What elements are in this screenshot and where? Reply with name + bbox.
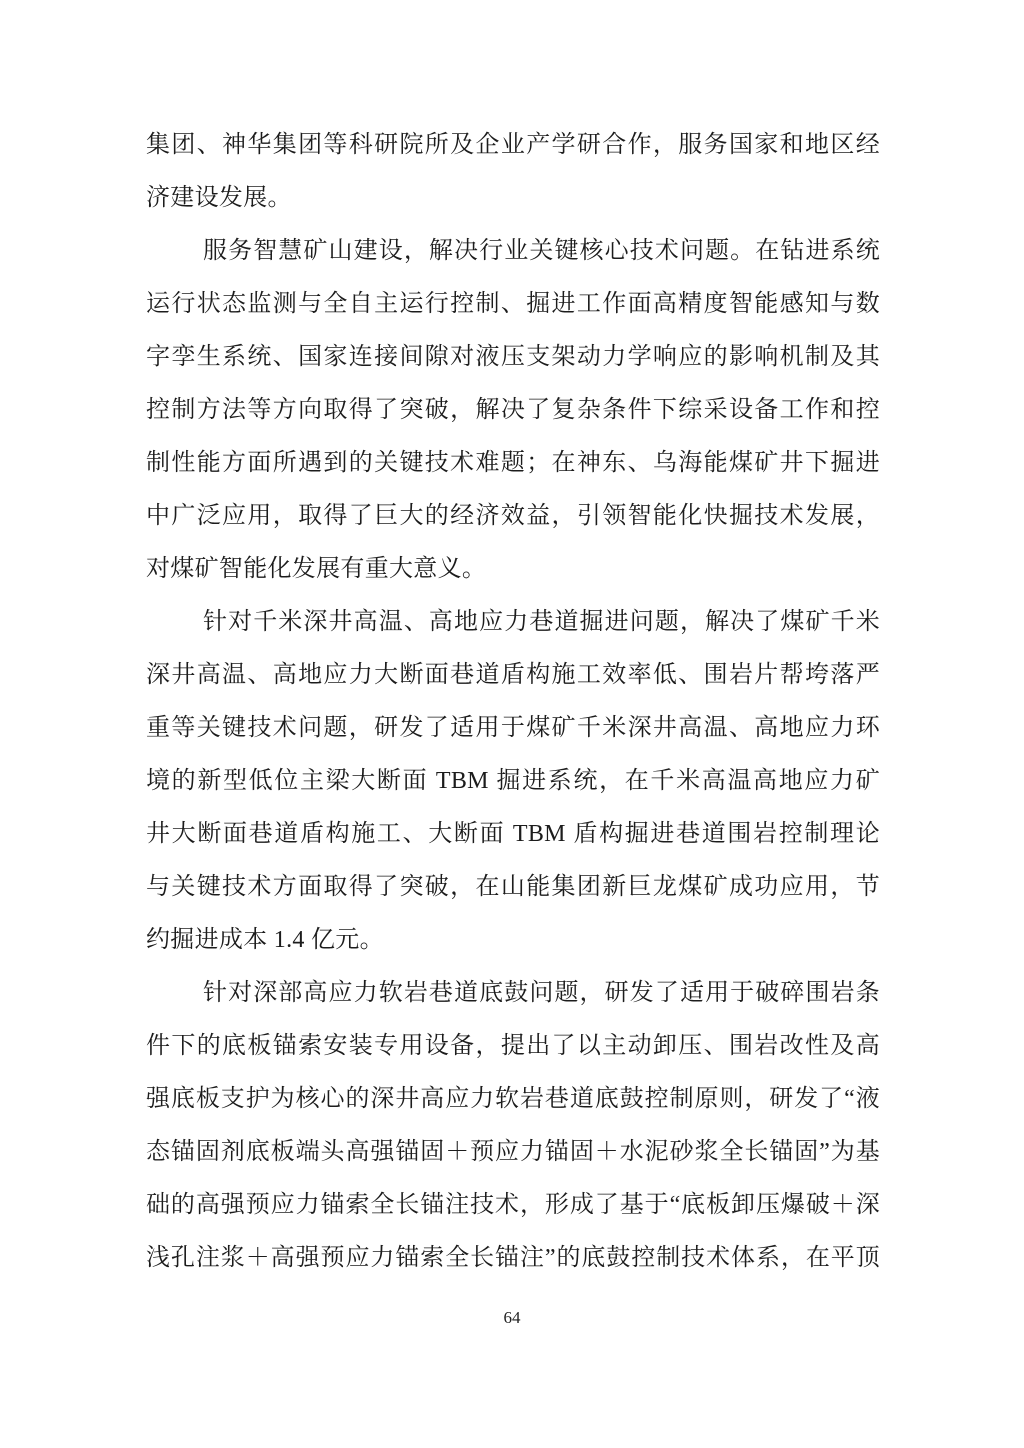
text-line: 强底板支护为核心的深井高应力软岩巷道底鼓控制原则，研发了“液	[146, 1086, 880, 1112]
paragraph	[146, 596, 880, 967]
text-line: 中广泛应用，取得了巨大的经济效益，引领智能化快掘技术发展，	[146, 503, 880, 529]
paragraph	[146, 967, 880, 1285]
text-line: 针对千米深井高温、高地应力巷道掘进问题，解决了煤矿千米	[203, 609, 880, 635]
text-line: 境的新型低位主梁大断面 TBM 掘进系统，在千米高温高地应力矿	[146, 768, 880, 794]
text-line: 控制方法等方向取得了突破，解决了复杂条件下综采设备工作和控	[146, 397, 880, 423]
text-line: 件下的底板锚索安装专用设备，提出了以主动卸压、围岩改性及高	[146, 1033, 880, 1059]
text-line: 制性能方面所遇到的关键技术难题；在神东、乌海能煤矿井下掘进	[146, 450, 880, 476]
text-line: 浅孔注浆＋高强预应力锚索全长锚注”的底鼓控制技术体系，在平顶	[146, 1245, 880, 1271]
page-number: 64	[503, 1308, 521, 1327]
page-body-text	[146, 119, 880, 1285]
text-line: 态锚固剂底板端头高强锚固＋预应力锚固＋水泥砂浆全长锚固”为基	[146, 1139, 880, 1165]
text-line: 与关键技术方面取得了突破，在山能集团新巨龙煤矿成功应用，节	[146, 874, 880, 900]
text-line: 础的高强预应力锚索全长锚注技术，形成了基于“底板卸压爆破＋深	[146, 1192, 880, 1218]
text-line: 约掘进成本 1.4 亿元。	[146, 927, 384, 953]
paragraph	[146, 225, 880, 596]
text-line: 集团、神华集团等科研院所及企业产学研合作，服务国家和地区经	[146, 132, 880, 158]
text-line: 针对深部高应力软岩巷道底鼓问题，研发了适用于破碎围岩条	[203, 980, 880, 1006]
text-line: 济建设发展。	[146, 185, 292, 211]
page-footer	[0, 1306, 1024, 1330]
paragraph	[146, 119, 880, 225]
text-line: 服务智慧矿山建设，解决行业关键核心技术问题。在钻进系统	[203, 238, 880, 264]
text-line: 深井高温、高地应力大断面巷道盾构施工效率低、围岩片帮垮落严	[146, 662, 880, 688]
text-line: 对煤矿智能化发展有重大意义。	[146, 556, 487, 582]
text-line: 字孪生系统、国家连接间隙对液压支架动力学响应的影响机制及其	[146, 344, 880, 370]
text-line: 井大断面巷道盾构施工、大断面 TBM 盾构掘进巷道围岩控制理论	[146, 821, 880, 847]
text-line: 运行状态监测与全自主运行控制、掘进工作面高精度智能感知与数	[146, 291, 880, 317]
text-line: 重等关键技术问题，研发了适用于煤矿千米深井高温、高地应力环	[146, 715, 880, 741]
